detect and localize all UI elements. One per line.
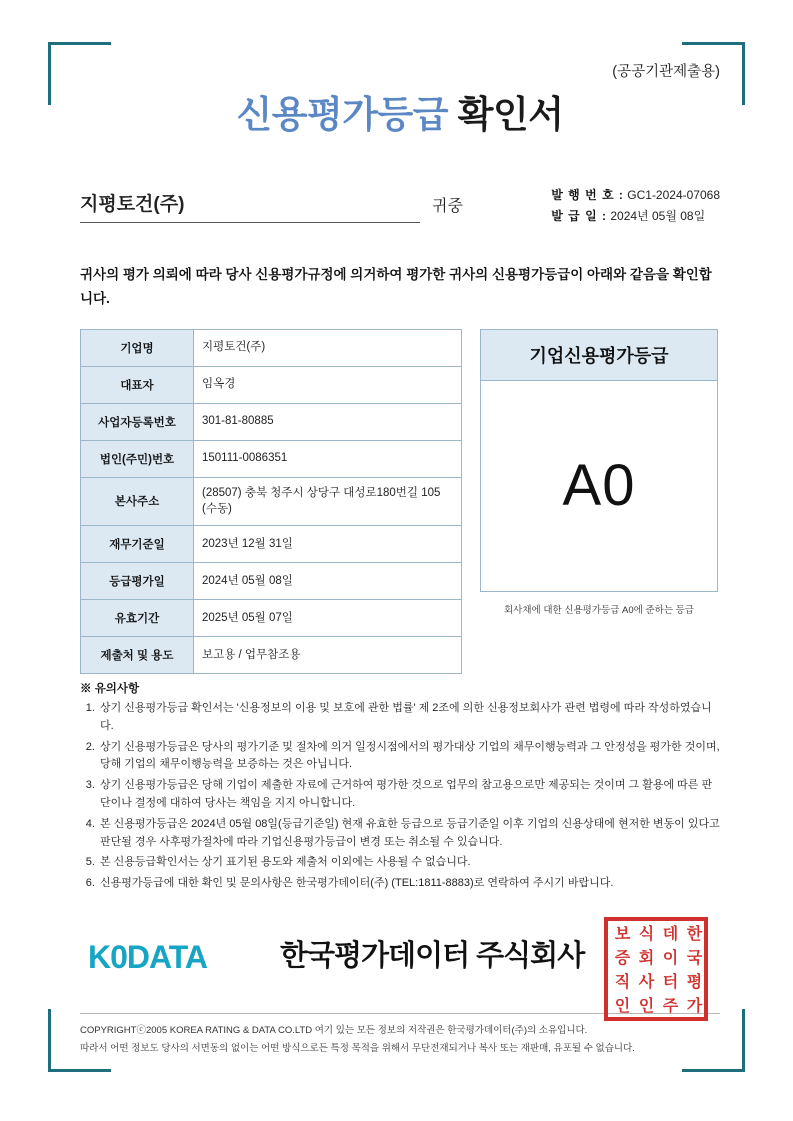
main-area — [80, 329, 720, 674]
issue-number-value: GC1-2024-07068 — [627, 188, 720, 203]
credit-grade-box — [480, 329, 718, 592]
table-row — [81, 329, 462, 366]
statement-text: 귀사의 평가 의뢰에 따라 당사 신용평가규정에 의거하여 평가한 귀사의 신용평가등급이 아래와 같음을 확인합니다. — [80, 267, 712, 307]
table-row — [81, 366, 462, 403]
seal-char: 주 — [660, 997, 677, 1014]
row-value: 2024년 05월 08일 — [194, 562, 462, 599]
row-key: 제출처 및 용도 — [81, 636, 194, 673]
seal-char: 인 — [612, 997, 629, 1014]
credit-grade-value: A0 — [562, 453, 636, 519]
page-title — [80, 93, 720, 137]
footer — [80, 1022, 720, 1058]
recipient-honorific: 귀중 — [432, 198, 463, 216]
seal-char: 터 — [660, 973, 677, 990]
table-row — [81, 525, 462, 562]
table-row — [81, 403, 462, 440]
list-item: 1. 상기 신용평가등급 확인서는 '신용정보의 이용 및 보호에 관한 법률' 제 2조에 의한 신용정보회사가 관련 법령에 따라 작성하였습니다. — [98, 700, 720, 736]
seal-char: 가 — [684, 997, 701, 1014]
list-item: 2. 상기 신용평가등급은 당사의 평가기준 및 절차에 의거 일정시점에서의 평가대상 기업의 채무이행능력과 그 안정성을 평가한 것이며, 당해 기업의 채무이행능력을 보증하는 것은 아닙니다. — [98, 739, 720, 775]
seal-char: 인 — [636, 997, 653, 1014]
seal-char: 증 — [612, 949, 629, 966]
row-key: 기업명 — [81, 329, 194, 366]
table-row — [81, 599, 462, 636]
row-key: 유효기간 — [81, 599, 194, 636]
grade-panel — [480, 329, 718, 616]
seal-char: 평 — [684, 973, 701, 990]
row-key: 등급평가일 — [81, 562, 194, 599]
row-value: 임옥경 — [194, 366, 462, 403]
issue-number-row — [551, 185, 720, 205]
table-row — [81, 562, 462, 599]
table-row — [81, 477, 462, 525]
row-key: 사업자등록번호 — [81, 403, 194, 440]
usage-note: (공공기관제출용) — [612, 64, 720, 80]
list-item: 3. 상기 신용평가등급은 당해 기업이 제출한 자료에 근거하여 평가한 것으로 업무의 참고용으로만 제공되는 것이며 그 활용에 따른 판단이나 결정에 대하여 당사는 책임을 지지 아니합니다. — [98, 777, 720, 813]
credit-grade-body — [481, 381, 717, 591]
row-key: 대표자 — [81, 366, 194, 403]
page-title-rest: 확인서 — [447, 94, 564, 135]
issuer-name: 한국평가데이터 주식회사 — [280, 940, 585, 973]
issue-info — [551, 185, 720, 226]
seal-char: 사 — [636, 973, 653, 990]
footer-line-1: COPYRIGHTⓒ2005 KOREA RATING & DATA CO.LTD 여기 있는 모든 정보의 저작권은 한국평가데이터(주)의 소유입니다. — [80, 1025, 588, 1037]
seal-char: 데 — [660, 925, 677, 942]
row-value: 301-81-80885 — [194, 403, 462, 440]
row-value: (28507) 충북 청주시 상당구 대성로180번길 105 (수동) — [194, 477, 462, 525]
row-key: 재무기준일 — [81, 525, 194, 562]
company-info-table-body — [81, 329, 462, 673]
seal-char: 직 — [612, 973, 629, 990]
table-row — [81, 440, 462, 477]
row-value: 150111-0086351 — [194, 440, 462, 477]
row-value: 지평토건(주) — [194, 329, 462, 366]
notice-list — [80, 700, 720, 893]
table-row — [81, 636, 462, 673]
credit-grade-header: 기업신용평가등급 — [481, 330, 717, 381]
row-key: 법인(주민)번호 — [81, 440, 194, 477]
list-item: 5. 본 신용등급확인서는 상기 표기된 용도와 제출처 이외에는 사용될 수 없습니다. — [98, 854, 720, 872]
row-value: 보고용 / 업무참조용 — [194, 636, 462, 673]
seal-char: 한 — [684, 925, 701, 942]
seal-char: 회 — [636, 949, 653, 966]
credit-grade-caption: 회사채에 대한 신용평가등급 A0에 준하는 등급 — [503, 604, 694, 616]
recipient-line — [80, 189, 420, 223]
official-seal-stamp — [604, 917, 708, 1021]
issue-number-label: 발 행 번 호 : — [551, 188, 624, 203]
recipient-company-name: 지평토건(주) — [80, 194, 185, 216]
footer-line-2: 따라서 어떤 정보도 당사의 서면동의 없이는 어떤 방식으로든 특정 목적을 위해서 무단전재되거나 복사 또는 재판매, 유포될 수 없습니다. — [80, 1043, 635, 1055]
kodata-logo: K0DATA — [88, 939, 208, 976]
issue-date-row — [551, 206, 720, 226]
document-content — [80, 60, 720, 1058]
list-item: 4. 본 신용평가등급은 2024년 05월 08일(등급기준일) 현재 유효한 등급으로 등급기준일 이후 기업의 신용상태에 현저한 변동이 있다고 판단될 경우 사후평가절차에 따라 기업신용평가등급이 변경 또는 취소될 수 있습니다. — [98, 816, 720, 852]
recipient-row — [80, 189, 720, 235]
list-item: 6. 신용평가등급에 대한 확인 및 문의사항은 한국평가데이터(주) (TEL:1811-8883)로 연락하여 주시기 바랍니다. — [98, 875, 720, 893]
row-value: 2023년 12월 31일 — [194, 525, 462, 562]
seal-char: 보 — [612, 925, 629, 942]
signature-row — [80, 911, 720, 1014]
company-info-table — [80, 329, 462, 674]
notice-title: ※ 유의사항 — [80, 682, 140, 695]
seal-char: 식 — [636, 925, 653, 942]
issue-date-label: 발 급 일 : — [551, 208, 607, 223]
row-value: 2025년 05월 07일 — [194, 599, 462, 636]
page-title-highlight: 신용평가등급 — [236, 94, 448, 135]
row-key: 본사주소 — [81, 477, 194, 525]
issue-date-value: 2024년 05월 08일 — [610, 208, 706, 223]
seal-char: 이 — [660, 949, 677, 966]
seal-char: 국 — [684, 949, 701, 966]
notice-section — [80, 680, 720, 893]
